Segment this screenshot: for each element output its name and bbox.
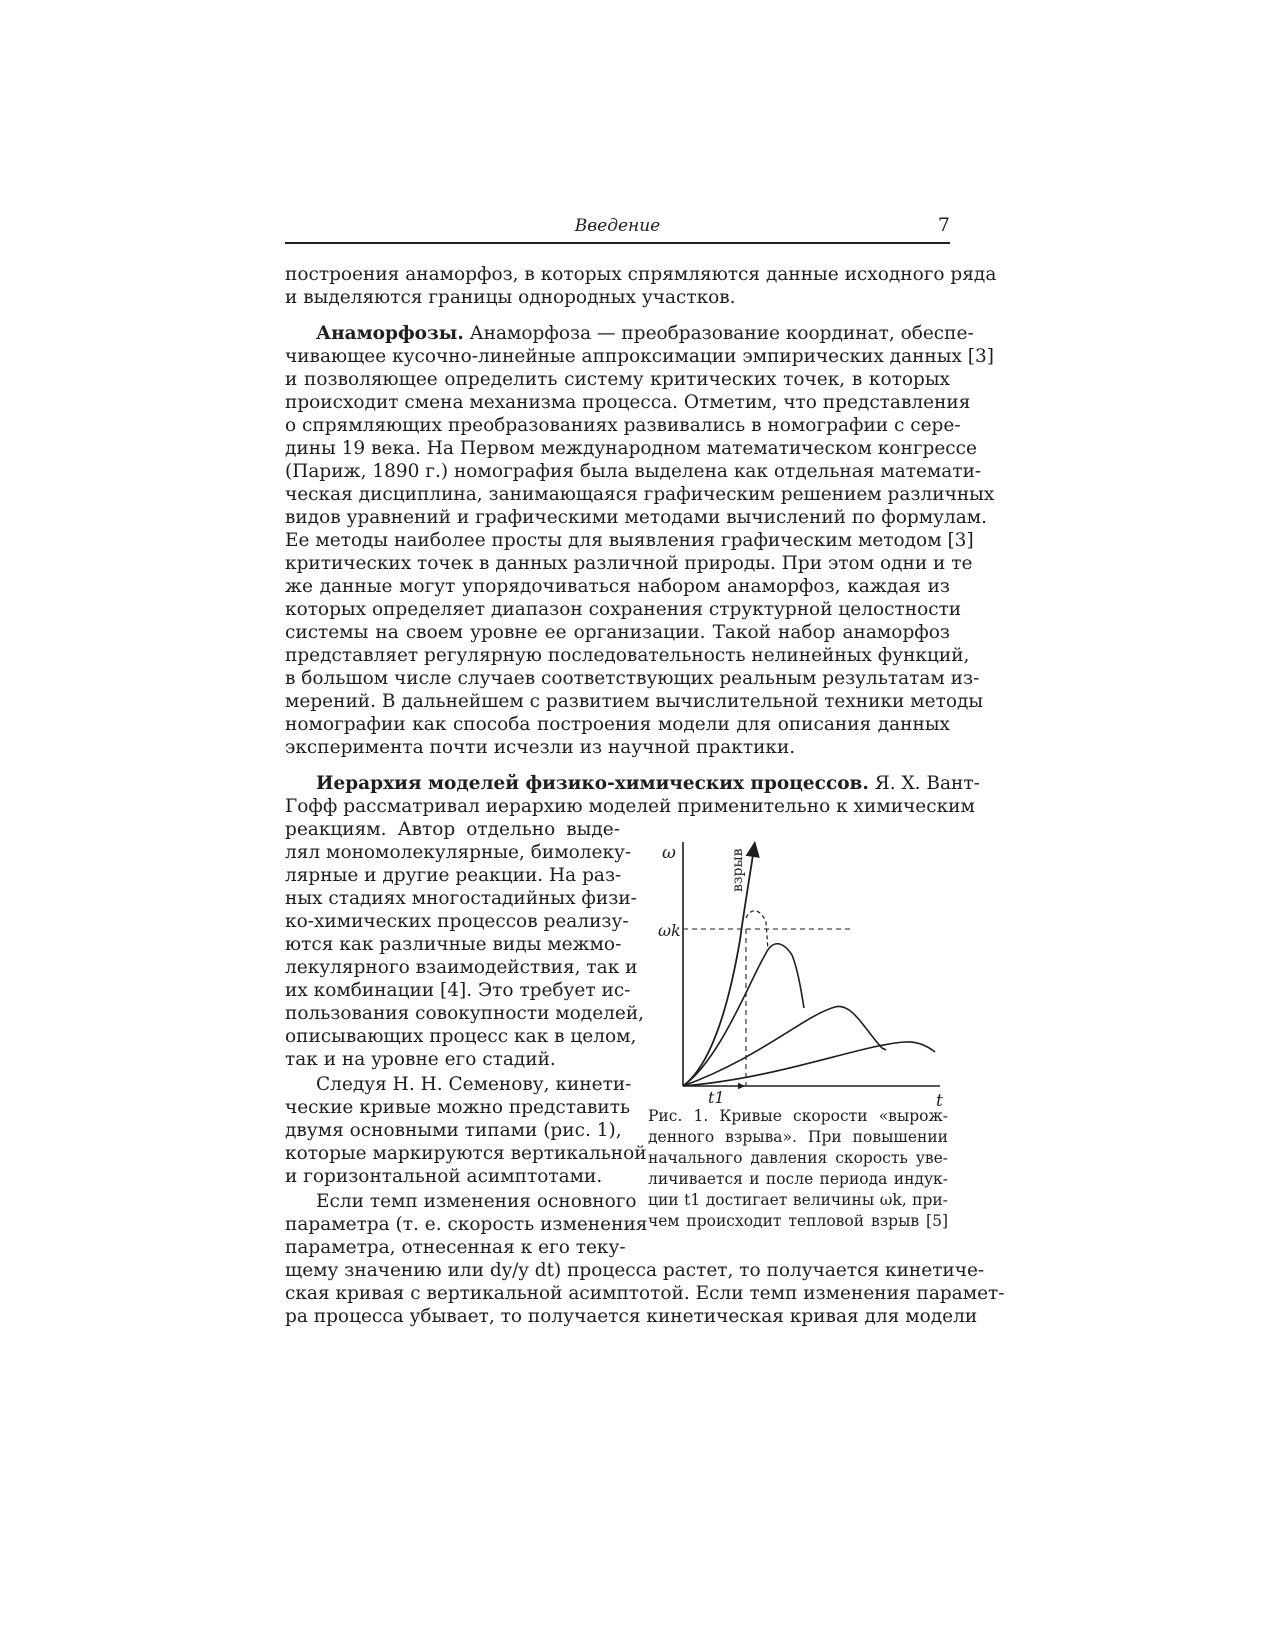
text-line: о спрямляющих преобразованиях развивались в номографии с сере-	[285, 415, 961, 436]
x-axis-label: t	[936, 1091, 943, 1110]
text-line: ская кривая с вертикальной асимптотой. Если темп изменения парамет-	[285, 1283, 1005, 1304]
text-run: Я. Х. Вант-	[874, 773, 980, 794]
running-header	[285, 216, 950, 244]
explosion-label: взрыв	[730, 848, 746, 892]
caption-line: ции t1 достигает величины ωk, при-	[648, 1191, 948, 1209]
figure-kinetic-curves	[640, 830, 960, 1110]
caption-line: начального давления скорость уве-	[648, 1149, 948, 1167]
section-first-line	[285, 322, 974, 345]
text-line: реакциям. Автор отдельно выде-	[285, 819, 620, 840]
text-run: Анаморфоза — преобразование координат, обеспе-	[469, 323, 974, 344]
text-line: происходит смена механизма процесса. Отметим, что представления	[285, 392, 971, 413]
text-line: эксперимента почти исчезли из научной практики.	[285, 737, 796, 758]
caption-line: личивается и после периода индук-	[648, 1170, 948, 1188]
text-line: построения анаморфоз, в которых спрямляются данные исходного ряда	[285, 264, 997, 285]
text-line: ются как различные виды межмо-	[285, 934, 622, 955]
text-line: ных стадиях многостадийных физи-	[285, 888, 637, 909]
header-title: Введение	[574, 216, 661, 236]
text-line: описывающих процесс как в целом,	[285, 1026, 637, 1047]
curve-4	[683, 1042, 935, 1086]
text-line: Следуя Н. Н. Семенову, кинети-	[316, 1074, 632, 1095]
text-line: номографии как способа построения модели для описания данных	[285, 714, 950, 735]
text-line: чивающее кусочно-линейные аппроксимации эмпирических данных [3]	[285, 346, 994, 367]
text-line: лекулярного взаимодействия, так и	[285, 957, 638, 978]
text-line: ческая дисциплина, занимающаяся графическим решением различных	[285, 484, 995, 505]
caption-line: чем происходит тепловой взрыв [5]	[648, 1212, 948, 1230]
text-line: критических точек в данных различной природы. При этом одни и те	[285, 553, 973, 574]
text-line: которые маркируются вертикальной	[285, 1143, 647, 1164]
text-line: параметра (т. е. скорость изменения	[285, 1214, 648, 1235]
text-line: которых определяет диапазон сохранения структурной целостности	[285, 599, 962, 620]
caption-line: денного взрыва». При повышении	[648, 1128, 948, 1146]
text-line: лял мономолекулярные, бимолеку-	[285, 842, 632, 863]
text-line: мерений. В дальнейшем с развитием вычислительной техники методы	[285, 691, 984, 712]
text-line: двумя основными типами (рис. 1),	[285, 1120, 622, 1141]
section-first-line	[285, 772, 980, 795]
text-line: видов уравнений и графическими методами вычислений по формулам.	[285, 507, 988, 528]
text-line: так и на уровне его стадий.	[285, 1049, 556, 1070]
curve-dashed-overshoot	[746, 911, 768, 950]
page-number: 7	[937, 214, 950, 236]
text-line: пользования совокупности моделей,	[285, 1003, 645, 1024]
text-line: и выделяются границы однородных участков.	[285, 287, 736, 308]
text-line: Гофф рассматривал иерархию моделей применительно к химическим	[285, 796, 975, 817]
text-line: параметра, отнесенная к его теку-	[285, 1237, 626, 1258]
text-line: же данные могут упорядочиваться набором анаморфоз, каждая из	[285, 576, 950, 597]
caption-line: Рис. 1. Кривые скорости «вырож-	[648, 1107, 948, 1125]
text-line: системы на своем уровне ее организации. Такой набор анаморфоз	[285, 622, 950, 643]
text-line: дины 19 века. На Первом международном математическом конгрессе	[285, 438, 977, 459]
text-line: ко-химических процессов реализу-	[285, 911, 629, 932]
section-heading-anamorphoses: Анаморфозы.	[316, 323, 464, 344]
t1-label: t1	[708, 1088, 725, 1107]
text-line: (Париж, 1890 г.) номография была выделена как отдельная математи-	[285, 461, 982, 482]
text-line: щему значению или dy/y dt) процесса растет, то получается кинетиче-	[285, 1260, 985, 1281]
text-line: лярные и другие реакции. На раз-	[285, 865, 622, 886]
text-line: ра процесса убывает, то получается кинетическая кривая для модели	[285, 1306, 978, 1327]
text-line: их комбинации [4]. Это требует ис-	[285, 980, 631, 1001]
curve-3	[683, 1006, 886, 1086]
text-line: в большом числе случаев соответствующих реальным результатам из-	[285, 668, 980, 689]
text-line: Ее методы наиболее просты для выявления графическим методом [3]	[285, 530, 974, 551]
text-line: и позволяющее определить систему критических точек, в которых	[285, 369, 950, 390]
text-line: и горизонтальной асимптотами.	[285, 1166, 603, 1187]
wk-label: ωk	[658, 921, 681, 940]
y-axis-label: ω	[662, 843, 676, 863]
text-line: представляет регулярную последовательность нелинейных функций,	[285, 645, 970, 666]
text-line: Если темп изменения основного	[316, 1191, 637, 1212]
text-line: ческие кривые можно представить	[285, 1097, 631, 1118]
section-heading-hierarchy: Иерархия моделей физико-химических процессов.	[316, 773, 869, 794]
